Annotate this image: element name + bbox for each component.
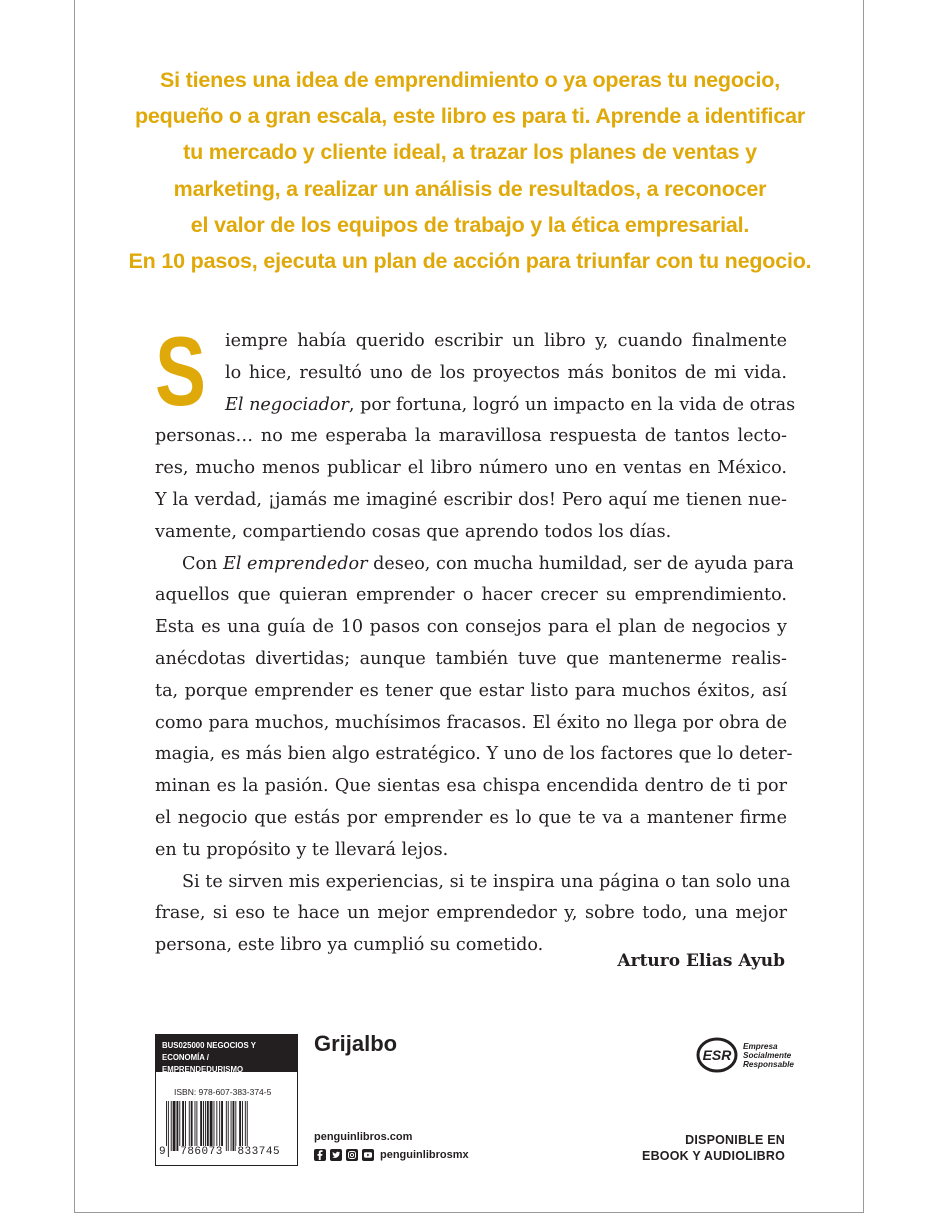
website-link[interactable]: penguinlibros.com (314, 1131, 413, 1143)
body-line: el negocio que estás por emprender es lo que te va a mantener firme (155, 807, 787, 828)
body-line: anécdotas divertidas; aunque también tuve que mantenerme realis- (155, 648, 787, 669)
social-links (314, 1149, 469, 1161)
book-title-italic: El negociador (225, 394, 349, 415)
body-line-rest: , por fortuna, logró un impacto en la vida de otras (348, 394, 796, 415)
body-line: aquellos que quieran emprender o hacer crecer su emprendimiento. (155, 585, 787, 606)
blurb-line: el valor de los equipos de trabajo y la ética empresarial. (190, 212, 750, 237)
facebook-icon[interactable] (314, 1149, 326, 1161)
body-line: minan es la pasión. Que sientas esa chispa encendida dentro de ti por (155, 776, 787, 797)
body-line: Esta es una guía de 10 pasos con consejos para el plan de negocios y (155, 617, 787, 638)
body-line: personas… no me esperaba la maravillosa respuesta de tantos lecto- (155, 426, 787, 447)
body-line: Si te sirven mis experiencias, si te inspira una página o tan solo una (182, 871, 791, 892)
body-line (155, 549, 794, 581)
bisac-line: BUS025000 NEGOCIOS Y ECONOMÍA / (162, 1041, 256, 1062)
blurb-line: pequeño o a gran escala, este libro es para ti. Aprende a identificar (134, 104, 806, 129)
esr-line: Responsable (743, 1059, 794, 1069)
esr-caption (743, 1042, 794, 1069)
body-line: frase, si eso te hace un mejor emprendedor y, sobre todo, una mejor (155, 903, 787, 924)
cover-blurb (75, 62, 865, 279)
body-line (155, 390, 796, 422)
blurb-line: En 10 pasos, ejecuta un plan de acción para triunfar con tu negocio. (128, 249, 812, 274)
body-line: vamente, compartiendo cosas que aprendo todos los días. (155, 521, 672, 542)
social-handle[interactable]: penguinlibrosmx (380, 1149, 469, 1161)
body-text (155, 316, 796, 962)
esr-logo-text: ESR (702, 1047, 732, 1063)
youtube-icon[interactable] (362, 1149, 374, 1161)
esr-badge (695, 1036, 794, 1074)
barcode-digits-right: 833745 (237, 1146, 281, 1158)
publisher-logo: Grijalbo (314, 1031, 398, 1056)
available-formats (642, 1132, 785, 1164)
author-signature: Arturo Elias Ayub (617, 951, 785, 971)
body-line: persona, este libro ya cumplió su cometido. (155, 935, 544, 956)
body-line: como para muchos, muchísimos fracasos. El éxito no llega por obra de (155, 712, 787, 733)
esr-line: Socialmente (743, 1050, 792, 1060)
blurb-line: marketing, a realizar un análisis de resultados, a reconocer (173, 176, 767, 201)
bisac-line: EMPRENDEDURISMO (162, 1065, 244, 1074)
available-line: DISPONIBLE EN (685, 1133, 785, 1147)
book-back-cover (74, 0, 864, 1213)
body-line: ta, porque emprender es tener que estar listo para muchos éxitos, así (155, 680, 787, 701)
body-line: en tu propósito y te llevará lejos. (155, 839, 449, 860)
blurb-line: Si tienes una idea de emprendimiento o ya operas tu negocio, (159, 68, 780, 92)
barcode-digits-left: 786073 (180, 1146, 223, 1158)
body-line-pre: Con (182, 553, 223, 574)
body-line: Y la verdad, ¡jamás me imaginé escribir dos! Pero aquí me tienen nue- (155, 489, 787, 510)
body-line-rest: deseo, con mucha humildad, ser de ayuda para (367, 553, 794, 574)
bisac-category (156, 1035, 297, 1072)
twitter-icon[interactable] (330, 1149, 342, 1161)
barcode-number (156, 1146, 296, 1158)
esr-line: Empresa (743, 1041, 778, 1051)
blurb-line: tu mercado y cliente ideal, a trazar los planes de ventas y (183, 140, 757, 165)
barcode-digit-first: 9 (159, 1146, 166, 1158)
available-line: EBOOK Y AUDIOLIBRO (642, 1149, 785, 1163)
body-line: lo hice, resultó uno de los proyectos más bonitos de mi vida. (225, 362, 787, 383)
barcode-box (155, 1034, 298, 1166)
body-line: iempre había querido escribir un libro y, cuando finalmente (225, 331, 787, 351)
esr-logo-icon (695, 1036, 739, 1074)
isbn-text: ISBN: 978-607-383-374-5 (174, 1087, 272, 1097)
body-line: res, mucho menos publicar el libro número uno en ventas en México. (155, 458, 787, 479)
drop-cap: S (155, 316, 206, 426)
body-line: magia, es más bien algo estratégico. Y uno de los factores que lo deter- (155, 744, 793, 765)
book-title-italic: El emprendedor (222, 553, 368, 574)
instagram-icon[interactable] (346, 1149, 358, 1161)
